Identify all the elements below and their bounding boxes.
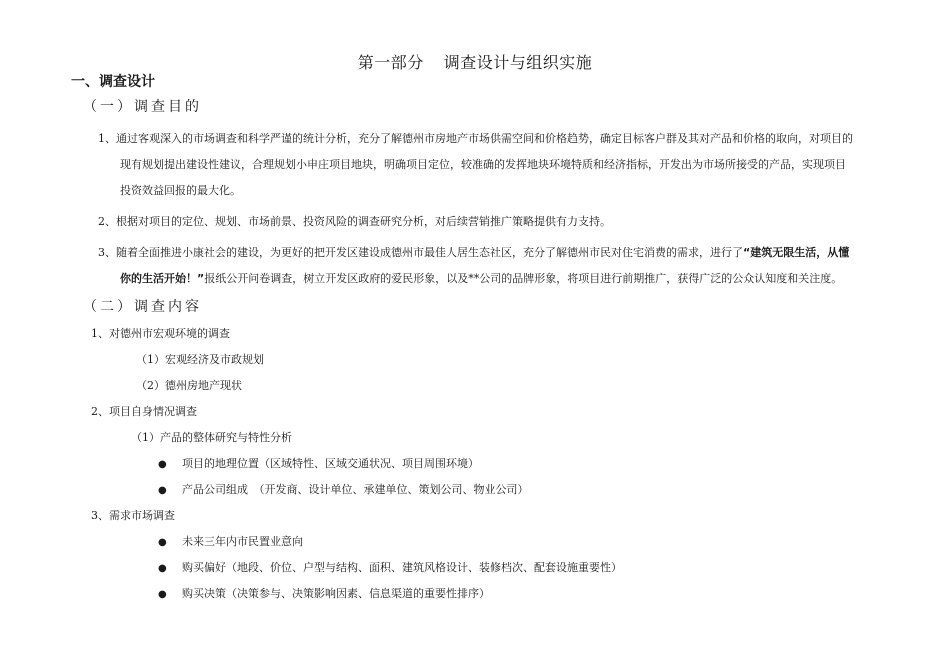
content-item-2: 2、项目自身情况调查	[91, 405, 197, 418]
content-item-2a: （1）产品的整体研究与特性分析	[131, 431, 292, 444]
subheading-purpose: （一）调查目的	[83, 99, 202, 115]
title-main: 调查设计与组织实施	[443, 53, 593, 72]
content-item-3: 3、需求市场调查	[91, 509, 175, 522]
section-heading-design: 一、调查设计	[71, 74, 155, 90]
p3-slogan-part1: “建筑无限生活，从懂	[743, 246, 850, 259]
p3-slogan-part2: 你的生活开始！”	[120, 272, 205, 285]
bullet-decision-text: 购买决策（决策参与、决策影响因素、信息渠道的重要性排序）	[182, 587, 490, 600]
content-item-1b: （2）德州房地产现状	[136, 379, 242, 392]
p3-line1a: 3、随着全面推进小康社会的建设，为更好的把开发区建设成德州市最佳人居生态社区，充分了解德州市民对住宅消费的需求，进行了	[98, 246, 743, 259]
p1-line3: 投资效益回报的最大化。	[120, 184, 241, 197]
p1-line1: 通过客观深入的市场调查和科学严谨的统计分析，充分了解德州市房地产市场供需空间和价格趋势，确定目标客户群及其对产品和价格的取向，对项目的	[116, 132, 853, 145]
bullet-dot: ●	[158, 589, 167, 600]
bullet-location-text: 项目的地理位置（区域特性、区域交通状况、项目周围环境）	[182, 457, 479, 470]
page-title	[0, 50, 950, 73]
bullet-item-preference	[158, 559, 622, 575]
title-part: 第一部分	[357, 53, 424, 72]
bullet-item-location	[158, 455, 479, 471]
bullet-item-companies	[158, 481, 529, 497]
subheading-content: （二）调查内容	[83, 299, 202, 315]
purpose-paragraph-3	[98, 240, 918, 292]
bullet-dot: ●	[158, 485, 167, 496]
purpose-paragraph-2	[98, 209, 918, 235]
p3-line2b: 报纸公开问卷调查，树立开发区政府的爱民形象，以及**公司的品牌形象，将项目进行前期推广，获得广泛的公众认知度和关注度。	[204, 272, 843, 285]
bullet-companies-text: 产品公司组成 （开发商、设计单位、承建单位、策划公司、物业公司）	[182, 483, 529, 496]
bullet-preference-text: 购买偏好（地段、价位、户型与结构、面积、建筑风格设计、装修档次、配套设施重要性）	[182, 561, 622, 574]
bullet-item-intent	[158, 533, 303, 549]
p2-text: 2、根据对项目的定位、规划、市场前景、投资风险的调查研究分析，对后续营销推广策略提供有力支持。	[98, 215, 611, 228]
bullet-intent-text: 未来三年内市民置业意向	[182, 535, 303, 548]
bullet-dot: ●	[158, 537, 167, 548]
content-item-1a: （1）宏观经济及市政规划	[136, 353, 264, 366]
content-item-1: 1、对德州市宏观环境的调查	[91, 327, 230, 340]
p1-line2: 现有规划提出建设性建议，合理规划小申庄项目地块，明确项目定位，较准确的发挥地块环境特质和经济指标，开发出为市场所接受的产品，实现项目	[120, 158, 846, 171]
purpose-paragraph-1	[98, 126, 918, 204]
bullet-item-decision	[158, 585, 490, 601]
bullet-dot: ●	[158, 563, 167, 574]
bullet-dot: ●	[158, 459, 167, 470]
p1-number: 1、	[98, 132, 116, 145]
